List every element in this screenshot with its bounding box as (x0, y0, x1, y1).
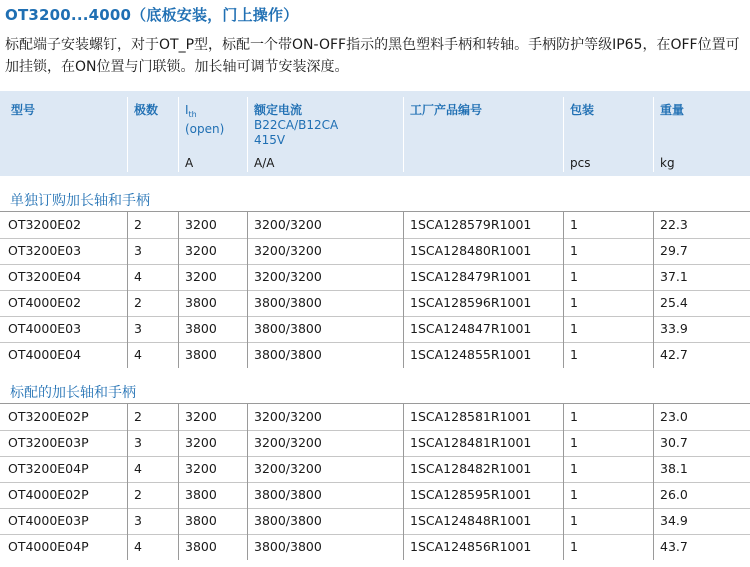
column-divider (178, 404, 179, 560)
table-row (0, 316, 750, 342)
cell-weight: 23.0 (660, 409, 688, 424)
cell-weight: 37.1 (660, 269, 688, 284)
table-row (0, 482, 750, 508)
cell-model: OT4000E02P (8, 487, 89, 502)
cell-poles: 3 (134, 513, 142, 528)
cell-rated: 3200/3200 (254, 409, 322, 424)
cell-product-no: 1SCA128581R1001 (410, 409, 532, 424)
cell-product-no: 1SCA128595R1001 (410, 487, 532, 502)
header-weight-unit: kg (660, 156, 675, 170)
header-weight: 重量 (660, 103, 685, 117)
cell-poles: 4 (134, 347, 142, 362)
cell-ith: 3200 (185, 435, 217, 450)
cell-poles: 2 (134, 295, 142, 310)
cell-rated: 3200/3200 (254, 461, 322, 476)
cell-weight: 25.4 (660, 295, 688, 310)
cell-rated: 3200/3200 (254, 435, 322, 450)
cell-poles: 4 (134, 269, 142, 284)
table-row (0, 212, 750, 238)
column-divider (178, 212, 179, 368)
cell-package: 1 (570, 347, 578, 362)
table-row (0, 508, 750, 534)
column-divider (563, 404, 564, 560)
cell-package: 1 (570, 461, 578, 476)
header-poles: 极数 (134, 103, 159, 117)
cell-rated: 3200/3200 (254, 269, 322, 284)
cell-rated: 3800/3800 (254, 487, 322, 502)
cell-ith: 3200 (185, 269, 217, 284)
cell-model: OT4000E04 (8, 347, 82, 362)
cell-model: OT3200E02 (8, 217, 82, 232)
cell-weight: 43.7 (660, 539, 688, 554)
cell-ith: 3800 (185, 513, 217, 528)
cell-weight: 33.9 (660, 321, 688, 336)
header-divider (178, 97, 179, 172)
cell-model: OT4000E03 (8, 321, 82, 336)
header-divider (653, 97, 654, 172)
cell-weight: 30.7 (660, 435, 688, 450)
cell-ith: 3200 (185, 243, 217, 258)
cell-package: 1 (570, 321, 578, 336)
cell-weight: 42.7 (660, 347, 688, 362)
cell-model: OT3200E04 (8, 269, 82, 284)
cell-ith: 3200 (185, 461, 217, 476)
header-ith-unit: A (185, 156, 194, 170)
table-row (0, 238, 750, 264)
cell-rated: 3800/3800 (254, 513, 322, 528)
cell-rated: 3800/3800 (254, 539, 322, 554)
cell-poles: 3 (134, 321, 142, 336)
table-row (0, 264, 750, 290)
table-row (0, 456, 750, 482)
cell-package: 1 (570, 513, 578, 528)
cell-poles: 2 (134, 487, 142, 502)
column-divider (653, 212, 654, 368)
cell-rated: 3800/3800 (254, 347, 322, 362)
cell-rated: 3200/3200 (254, 243, 322, 258)
cell-poles: 4 (134, 539, 142, 554)
cell-product-no: 1SCA128482R1001 (410, 461, 532, 476)
cell-poles: 2 (134, 217, 142, 232)
cell-product-no: 1SCA124848R1001 (410, 513, 532, 528)
header-product-no: 工厂产品编号 (410, 103, 483, 117)
cell-model: OT3200E04P (8, 461, 89, 476)
column-divider (403, 404, 404, 560)
table-row (0, 290, 750, 316)
header-model: 型号 (11, 103, 36, 117)
cell-package: 1 (570, 243, 578, 258)
cell-rated: 3800/3800 (254, 295, 322, 310)
cell-product-no: 1SCA124855R1001 (410, 347, 532, 362)
table-row (0, 534, 750, 560)
cell-model: OT3200E03 (8, 243, 82, 258)
cell-package: 1 (570, 295, 578, 310)
cell-package: 1 (570, 487, 578, 502)
cell-model: OT4000E03P (8, 513, 89, 528)
cell-package: 1 (570, 269, 578, 284)
cell-weight: 34.9 (660, 513, 688, 528)
cell-rated: 3200/3200 (254, 217, 322, 232)
table-row (0, 404, 750, 430)
header-rated-unit: A/A (254, 156, 275, 170)
cell-weight: 22.3 (660, 217, 688, 232)
cell-ith: 3800 (185, 539, 217, 554)
section-title: 标配的加长轴和手柄 (10, 385, 136, 401)
cell-ith: 3800 (185, 295, 217, 310)
cell-poles: 3 (134, 435, 142, 450)
cell-weight: 29.7 (660, 243, 688, 258)
header-divider (247, 97, 248, 172)
cell-product-no: 1SCA128579R1001 (410, 217, 532, 232)
cell-model: OT4000E02 (8, 295, 82, 310)
cell-product-no: 1SCA128480R1001 (410, 243, 532, 258)
cell-poles: 2 (134, 409, 142, 424)
header-package: 包装 (570, 103, 595, 117)
cell-package: 1 (570, 539, 578, 554)
column-divider (563, 212, 564, 368)
cell-package: 1 (570, 409, 578, 424)
cell-product-no: 1SCA128596R1001 (410, 295, 532, 310)
header-ith: $I_{th}$ (open) (185, 103, 225, 136)
cell-ith: 3800 (185, 347, 217, 362)
cell-product-no: 1SCA128479R1001 (410, 269, 532, 284)
cell-model: OT3200E03P (8, 435, 89, 450)
header-package-unit: pcs (570, 156, 591, 170)
header-rated-current: 额定电流 B22CA/B12CA 415V (254, 103, 339, 147)
cell-product-no: 1SCA124856R1001 (410, 539, 532, 554)
cell-product-no: 1SCA124847R1001 (410, 321, 532, 336)
table-row (0, 430, 750, 456)
table-header (0, 91, 750, 176)
cell-ith: 3800 (185, 321, 217, 336)
column-divider (403, 212, 404, 368)
cell-ith: 3200 (185, 409, 217, 424)
table-row (0, 342, 750, 368)
cell-package: 1 (570, 435, 578, 450)
column-divider (247, 212, 248, 368)
cell-package: 1 (570, 217, 578, 232)
column-divider (127, 212, 128, 368)
cell-model: OT4000E04P (8, 539, 89, 554)
column-divider (127, 404, 128, 560)
cell-weight: 38.1 (660, 461, 688, 476)
column-divider (653, 404, 654, 560)
page-title: OT3200...4000（底板安装，门上操作） (5, 6, 299, 24)
cell-product-no: 1SCA128481R1001 (410, 435, 532, 450)
cell-ith: 3200 (185, 217, 217, 232)
column-divider (247, 404, 248, 560)
header-divider (403, 97, 404, 172)
header-divider (563, 97, 564, 172)
description-text: 标配端子安装螺钉，对于OT_P型，标配一个带ON-OFF指示的黑色塑料手柄和转轴。手柄防护等级IP65，在OFF位置可加挂锁，在ON位置与门联锁。加长轴可调节安装深度。 (5, 37, 740, 75)
cell-rated: 3800/3800 (254, 321, 322, 336)
cell-poles: 3 (134, 243, 142, 258)
cell-model: OT3200E02P (8, 409, 89, 424)
cell-weight: 26.0 (660, 487, 688, 502)
cell-poles: 4 (134, 461, 142, 476)
header-divider (127, 97, 128, 172)
cell-ith: 3800 (185, 487, 217, 502)
section-title: 单独订购加长轴和手柄 (10, 193, 150, 209)
